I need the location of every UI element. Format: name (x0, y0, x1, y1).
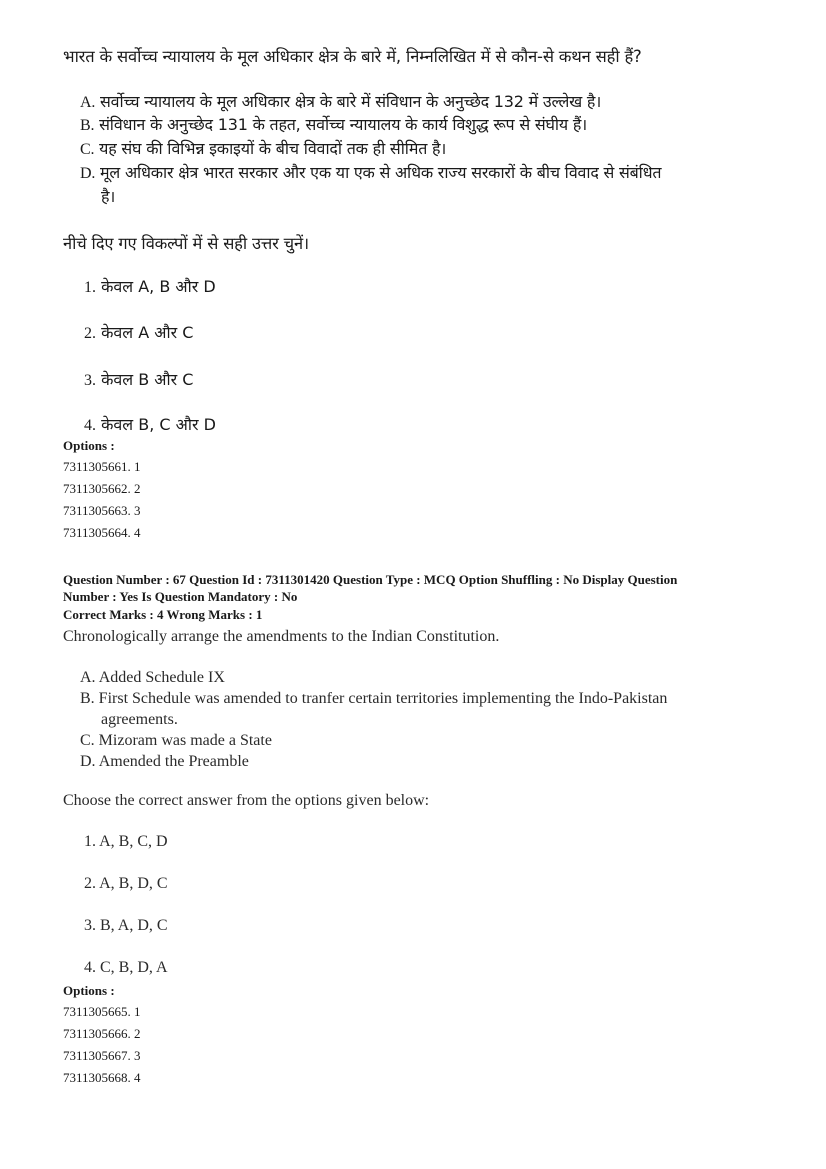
statement-text: मूल अधिकार क्षेत्र भारत सरकार और एक या एक से अधिक राज्य सरकारों के बीच विवाद से संबंधित (100, 163, 662, 182)
choice-number: 3. (84, 372, 96, 389)
q66-choice-3 (84, 368, 193, 390)
q67-choice-2 (84, 875, 168, 893)
q67-option-id-4: 7311305668. 4 (63, 1070, 141, 1085)
q66-statement-d (80, 161, 661, 183)
statement-label: C. (80, 732, 95, 749)
q67-choice-1 (84, 833, 168, 851)
statement-label: A. (80, 94, 96, 111)
statement-text: संविधान के अनुच्छेद 131 के तहत, सर्वोच्च न्यायालय के कार्य विशुद्ध रूप से संघीय हैं। (99, 115, 587, 134)
q66-option-id-4: 7311305664. 4 (63, 525, 141, 540)
q66-choice-1 (84, 275, 216, 297)
q67-option-id-1: 7311305665. 1 (63, 1004, 141, 1019)
q66-choice-4 (84, 413, 216, 435)
statement-label: A. (80, 669, 96, 686)
q67-meta-line-1: Question Number : 67 Question Id : 7311301420 Question Type : MCQ Option Shuffling : No Display Question (63, 572, 678, 587)
q66-options-heading: Options : (63, 438, 115, 453)
choice-text: C, B, D, A (100, 959, 168, 976)
choice-text: A, B, D, C (99, 875, 168, 892)
q66-instruction: नीचे दिए गए विकल्पों में से सही उत्तर चुनें। (63, 234, 309, 253)
statement-text: यह संघ की विभिन्न इकाइयों के बीच विवादों तक ही सीमित है। (99, 139, 447, 158)
q66-option-id-1: 7311305661. 1 (63, 459, 141, 474)
q67-marks: Correct Marks : 4 Wrong Marks : 1 (63, 607, 263, 622)
choice-text: केवल A और C (101, 323, 194, 342)
q67-instruction: Choose the correct answer from the options given below: (63, 792, 430, 809)
q67-statement-b (80, 690, 667, 708)
q66-statement-a (80, 90, 601, 112)
choice-number: 3. (84, 917, 96, 934)
choice-text: केवल B और C (101, 370, 194, 389)
statement-label: C. (80, 141, 95, 158)
q67-option-id-3: 7311305667. 3 (63, 1048, 141, 1063)
statement-text: Added Schedule IX (98, 669, 225, 686)
choice-number: 4. (84, 417, 96, 434)
statement-label: D. (80, 753, 96, 770)
choice-number: 1. (84, 833, 96, 850)
q66-statement-c (80, 137, 446, 159)
choice-number: 2. (84, 875, 96, 892)
choice-number: 1. (84, 279, 96, 296)
q67-statement-d (80, 753, 249, 771)
q66-statement-b (80, 113, 587, 135)
q67-statement-b-continued: agreements. (101, 711, 178, 728)
q67-choice-4 (84, 959, 168, 977)
q66-option-id-3: 7311305663. 3 (63, 503, 141, 518)
statement-text: सर्वोच्च न्यायालय के मूल अधिकार क्षेत्र के बारे में संविधान के अनुच्छेद 132 में उल्लेख है। (100, 92, 602, 111)
q67-statement-a (80, 669, 225, 687)
choice-text: केवल B, C और D (101, 415, 216, 434)
statement-label: D. (80, 165, 96, 182)
q67-option-id-2: 7311305666. 2 (63, 1026, 141, 1041)
q67-statement-c (80, 732, 272, 750)
q67-question-text: Chronologically arrange the amendments to the Indian Constitution. (63, 628, 500, 645)
choice-text: A, B, C, D (99, 833, 168, 850)
q66-option-id-2: 7311305662. 2 (63, 481, 141, 496)
q66-choice-2 (84, 321, 193, 343)
choice-text: केवल A, B और D (101, 277, 216, 296)
q67-options-heading: Options : (63, 983, 115, 998)
choice-text: B, A, D, C (100, 917, 168, 934)
statement-text: First Schedule was amended to tranfer certain territories implementing the Indo-Pakistan (98, 690, 668, 707)
choice-number: 2. (84, 325, 96, 342)
q66-question-text: भारत के सर्वोच्च न्यायालय के मूल अधिकार क्षेत्र के बारे में, निम्नलिखित में से कौन-से कथन सही हैं? (63, 47, 642, 66)
choice-number: 4. (84, 959, 96, 976)
q67-choice-3 (84, 917, 168, 935)
statement-label: B. (80, 690, 95, 707)
q67-meta-line-2: Number : Yes Is Question Mandatory : No (63, 589, 298, 604)
q66-statement-d-continued: है। (101, 187, 116, 206)
statement-label: B. (80, 117, 95, 134)
statement-text: Mizoram was made a State (98, 732, 272, 749)
statement-text: Amended the Preamble (98, 753, 249, 770)
